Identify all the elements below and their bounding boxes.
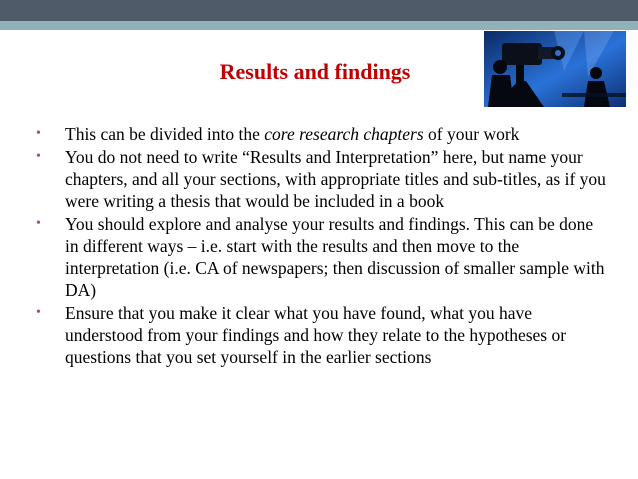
bullet-marker: • bbox=[36, 149, 41, 164]
bullet-marker: • bbox=[36, 216, 41, 231]
bullet-list bbox=[30, 123, 610, 369]
film-camera-operator-photo-icon bbox=[484, 31, 626, 107]
bullet-item bbox=[30, 302, 610, 368]
bullet-text-suffix: of your work bbox=[423, 124, 520, 144]
bullet-item bbox=[30, 146, 610, 212]
bullet-text-emphasis: core research chapters bbox=[264, 124, 424, 144]
slide-title: Results and findings bbox=[219, 59, 411, 84]
bullet-text: You should explore and analyse your results and findings. This can be done in different ways – i.e. start with the results and then move to the interpretation (i.e. CA of newspapers; then discussion of smaller sample with DA) bbox=[65, 214, 605, 300]
bullet-item bbox=[30, 123, 610, 145]
bullet-text: You do not need to write “Results and Interpretation” here, but name your chapters, and all your sections, with appropriate titles and sub-titles, as if you were writing a thesis that would be included in a book bbox=[65, 147, 606, 211]
photo-illustration bbox=[484, 31, 626, 107]
bullet-text-prefix: This can be divided into the bbox=[65, 124, 265, 144]
bullet-item bbox=[30, 213, 610, 301]
top-banner-bar bbox=[0, 0, 638, 21]
bullet-text: Ensure that you make it clear what you have found, what you have understood from your findings and how they relate to the hypotheses or questions that you set yourself in the earlier sections bbox=[65, 303, 567, 367]
bullet-marker: • bbox=[36, 126, 41, 141]
top-banner-accent-stripe bbox=[0, 21, 638, 30]
bullet-marker: • bbox=[36, 305, 41, 320]
